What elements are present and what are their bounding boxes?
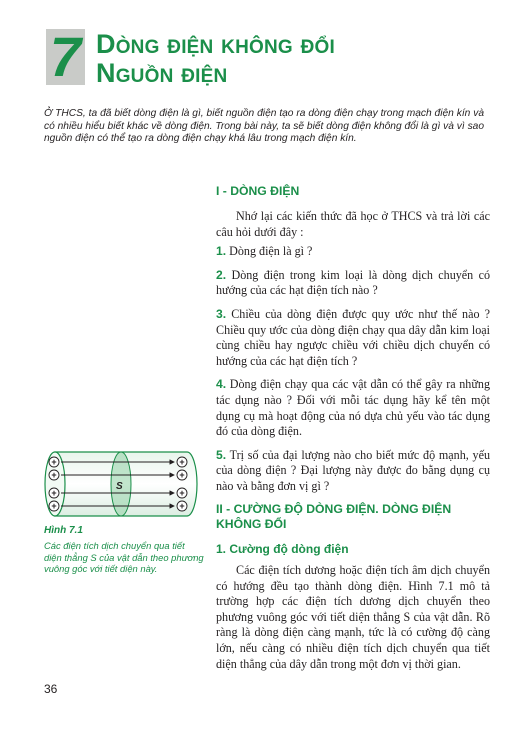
section-2-heading-line2: KHÔNG ĐỔI: [216, 517, 287, 531]
charge-label: +: [51, 501, 57, 511]
section-2-heading: [216, 502, 490, 532]
section-1-lead: Nhớ lại các kiến thức đã học ở THCS và trả lời các câu hỏi dưới đây :: [216, 209, 490, 239]
charge-label: +: [51, 488, 57, 498]
intro-paragraph: Ở THCS, ta đã biết dòng điện là gì, biết nguồn điện tạo ra dòng điện chạy trong mạch điện kín và có nhiều hiểu biết khác về dòng điện. Trong bài này, ta sẽ biết dòng điện không đổi là gì và vì sao nguồn điện có thể tạo ra dòng điện chạy khá lâu trong mạch điện kín.: [44, 108, 484, 145]
question-4: [216, 377, 490, 439]
charge-label: +: [179, 470, 185, 480]
chapter-title-line2: Nguồn điện: [96, 58, 228, 88]
charge-label: +: [51, 457, 57, 467]
charge-label: +: [179, 457, 185, 467]
section-2-heading-line1: II - CƯỜNG ĐỘ DÒNG ĐIỆN. DÒNG ĐIỆN: [216, 502, 452, 516]
question-3: [216, 307, 490, 369]
question-text: Chiều của dòng điện được quy ước như thế nào ? Chiều quy ước của dòng điện chạy qua dây dẫn kim loại cùng chiều hay ngược chiều với chiều dịch chuyển có hướng của các hạt điện tích ?: [216, 306, 490, 368]
figure-caption: Các điện tích dịch chuyển qua tiết diện thẳng S của vật dẫn theo phương vuông góc với tiết diện này.: [44, 540, 204, 575]
question-number: 4.: [216, 377, 227, 392]
question-5: [216, 448, 490, 495]
question-text: Trị số của đại lượng nào cho biết mức độ mạnh, yếu của dòng điện ? Đại lượng này được đo bằng dụng cụ nào và bằng đơn vị gì ?: [216, 447, 491, 493]
question-2: [216, 268, 490, 299]
chapter-title: [96, 30, 335, 88]
s-label: S: [116, 481, 123, 492]
section-2: [216, 502, 490, 672]
question-1: [216, 244, 490, 260]
question-text: Dòng điện là gì ?: [229, 244, 313, 259]
figure-7-1: [41, 448, 201, 520]
section-2-body: Các điện tích dương hoặc điện tích âm dịch chuyển có hướng đều tạo thành dòng điện. Hình 7.1 mô tả trường hợp các điện tích dương dịch chuyển theo phương vuông góc với tiết diện thẳng S của vật dẫn. Rõ ràng là dòng điện càng mạnh, tức là có cường độ càng lớn, nếu càng có nhiều điện tích dịch chuyển qua tiết diện thẳng của dây dẫn trong một đơn vị thời gian.: [216, 563, 490, 671]
charge-label: +: [179, 488, 185, 498]
chapter-number: 7: [46, 29, 85, 85]
question-text: Dòng điện chạy qua các vật dẫn có thể gây ra những tác dụng nào ? Đối với mỗi tác dụng hãy kể tên một dụng cụ mà hoạt động của nó dựa chủ yếu vào tác dụng đó của dòng điện.: [216, 377, 490, 439]
subsection-1-heading: 1. Cường độ dòng điện: [216, 542, 349, 556]
page-number: 36: [44, 682, 58, 696]
question-number: 5.: [216, 447, 227, 462]
question-number: 2.: [216, 267, 227, 282]
question-text: Dòng điện trong kim loại là dòng dịch chuyển có hướng của các hạt điện tích nào ?: [216, 267, 490, 298]
charge-label: +: [51, 470, 57, 480]
section-1-heading: I - DÒNG ĐIỆN: [216, 184, 300, 198]
charge-label: +: [179, 501, 185, 511]
question-number: 1.: [216, 244, 227, 259]
chapter-title-line1: Dòng điện không đổi: [96, 29, 335, 59]
figure-label: Hình 7.1: [44, 525, 83, 536]
question-number: 3.: [216, 306, 227, 321]
section-1: [216, 184, 490, 495]
